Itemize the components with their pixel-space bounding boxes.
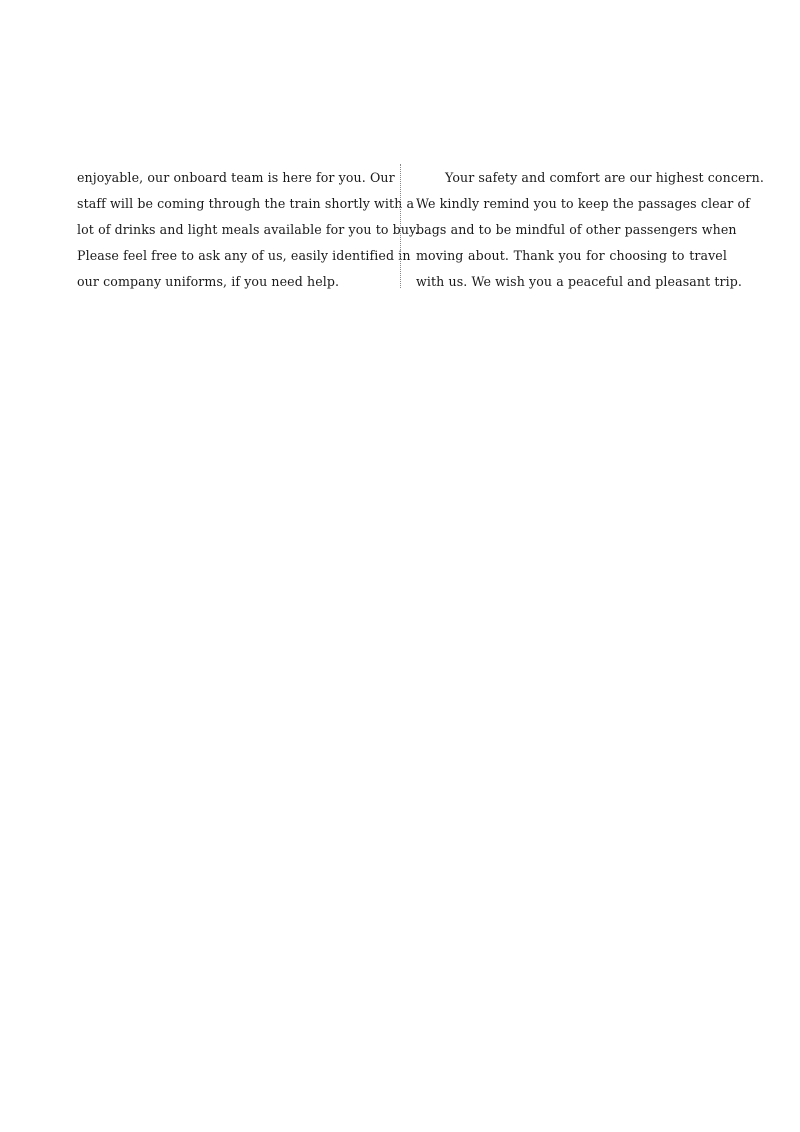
text-line: enjoyable, our onboard team is here for you. Our: [77, 170, 395, 185]
text-line: moving about. Thank you for choosing to travel: [416, 248, 727, 263]
text-line: our company uniforms, if you need help.: [77, 274, 340, 289]
text-line: We kindly remind you to keep the passages clear of: [416, 196, 750, 211]
text-line: with us. We wish you a peaceful and pleasant trip.: [416, 274, 743, 289]
text-line: Please feel free to ask any of us, easily identified in: [77, 248, 411, 263]
text-line: lot of drinks and light meals available for you to buy.: [77, 222, 419, 237]
column-divider: [400, 164, 401, 288]
text-line: staff will be coming through the train shortly with a: [77, 196, 415, 211]
text-line: Your safety and comfort are our highest concern.: [445, 170, 764, 185]
right-text-column: [416, 165, 764, 295]
text-line: bags and to be mindful of other passengers when: [416, 222, 737, 237]
left-text-column: [77, 165, 419, 295]
